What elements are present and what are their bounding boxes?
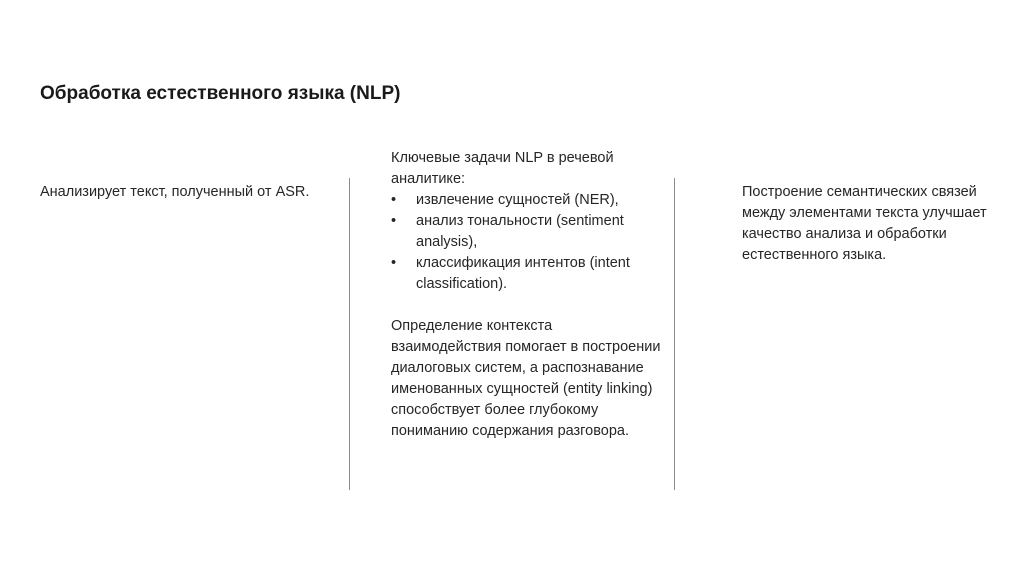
column-divider-right [674,178,675,490]
list-item-text: классификация интентов (intent classification). [416,255,630,292]
left-column-text: Анализирует текст, полученный от ASR. [40,184,310,200]
list-item [391,211,666,253]
list-item [391,253,666,295]
bullet-icon: • [391,213,397,229]
list-item-text: анализ тональности (sentiment analysis), [416,213,624,250]
right-column [742,182,1022,266]
bullet-icon: • [391,192,397,208]
right-column-text: Построение семантических связей между элементами текста улучшает качество анализа и обработки естественного языка. [742,184,987,263]
bullet-icon: • [391,255,397,271]
list-item [391,190,666,211]
middle-column [391,148,666,442]
middle-column-intro: Ключевые задачи NLP в речевой аналитике: [391,150,614,187]
column-divider-left [349,178,350,490]
nlp-task-list [391,190,666,295]
paragraph-spacer [391,295,666,316]
left-column [40,182,315,203]
slide-title: Обработка естественного языка (NLP) [40,83,401,104]
middle-column-paragraph: Определение контекста взаимодействия помогает в построении диалоговых систем, а распознавание именованных сущностей (entity linking) способствует более глубокому пониманию содержания разговора. [391,318,661,439]
list-item-text: извлечение сущностей (NER), [416,192,619,208]
